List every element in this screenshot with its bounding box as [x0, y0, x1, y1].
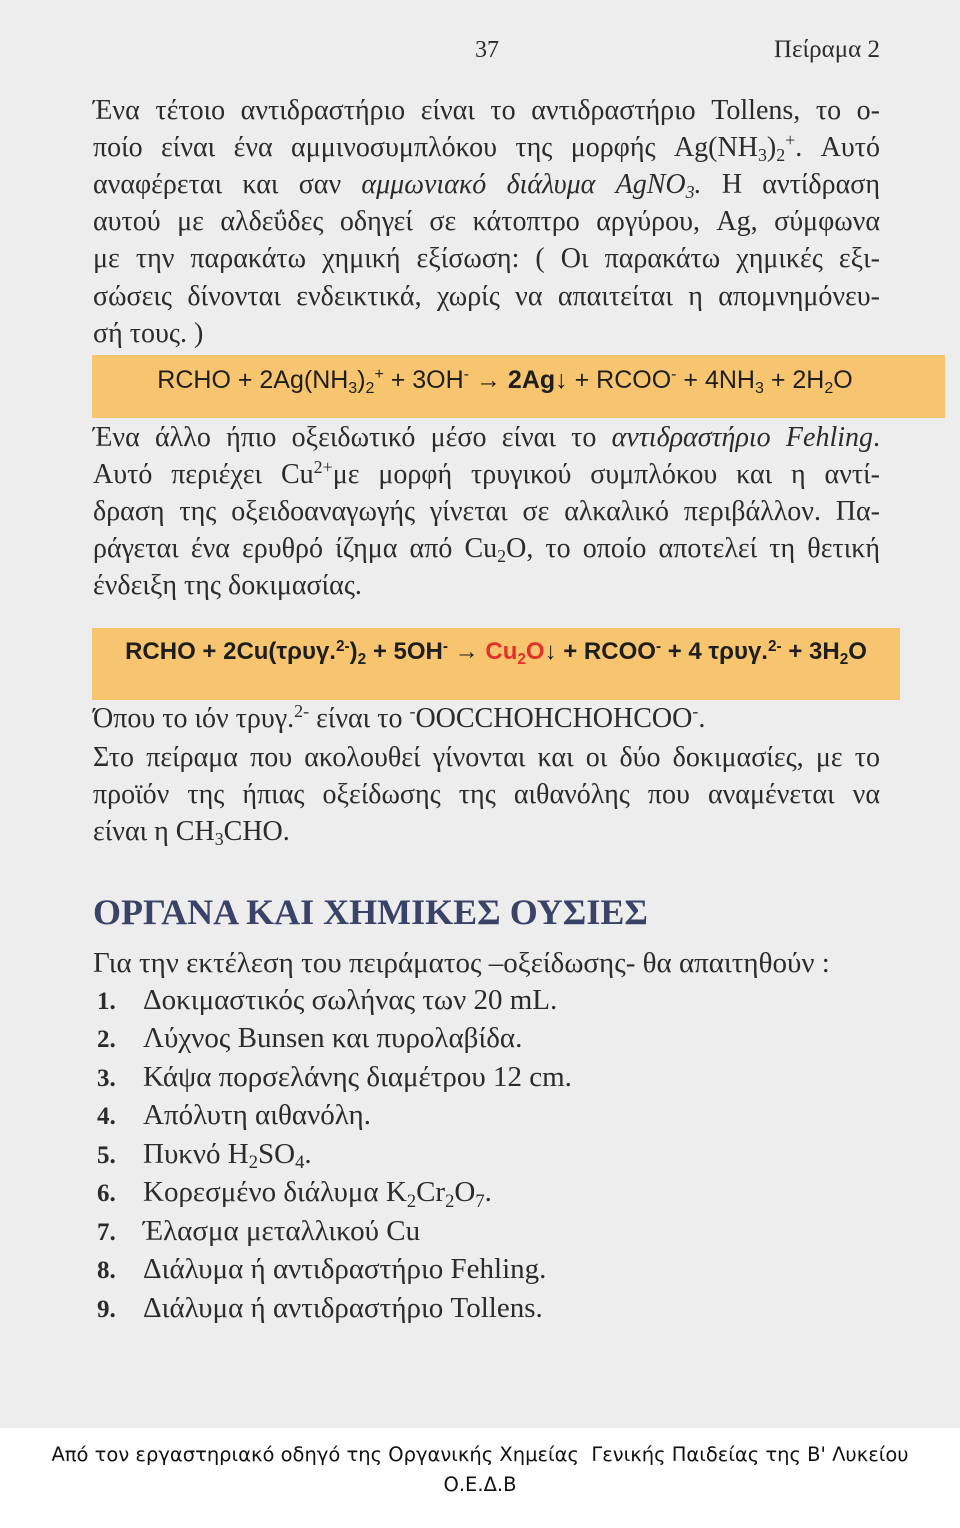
- list-item-number: 2.: [97, 1026, 116, 1053]
- text-run: ποίο είναι ένα αμμινοσυμπλόκου της μορφής Ag(NH: [93, 131, 758, 163]
- list-item-number: 4.: [97, 1103, 116, 1130]
- tollens-equation-highlight: [92, 355, 945, 418]
- text-run: Απόλυτη αιθανόλη.: [143, 1099, 371, 1131]
- italic-text: αντιδραστήριο Fehling: [611, 421, 874, 453]
- subscript: 2: [445, 1190, 455, 1212]
- text-run: Στο πείραμα που ακολουθεί γίνονται και οι δύο δοκιμασίες, με το: [93, 741, 880, 773]
- tollens-equation: [92, 365, 945, 395]
- red-formula-text: Cu: [485, 638, 518, 665]
- fehling-equation-highlight: [92, 628, 900, 700]
- subscript: 4: [295, 1152, 305, 1174]
- subscript: 2: [357, 650, 367, 668]
- text-run: + 3OH: [383, 366, 464, 394]
- tollens-paragraph: [93, 92, 880, 352]
- list-item-number: 1.: [97, 987, 116, 1015]
- experiment-note: [93, 739, 880, 851]
- text-line: [93, 203, 880, 240]
- text-line: [93, 700, 880, 737]
- subscript: 2: [248, 1152, 259, 1174]
- text-run: O, το οποίο αποτελεί τη θετική: [506, 533, 880, 565]
- text-run: →: [469, 366, 508, 394]
- text-run: ράγεται ένα ερυθρό ίζημα από Cu: [93, 533, 498, 565]
- text-run: Λύχνος Bunsen και πυρολαβίδα.: [143, 1022, 523, 1054]
- text-run: ένδειξη της δοκιμασίας.: [93, 570, 362, 602]
- text-run: είναι η CH: [93, 815, 215, 847]
- text-run: + 4 τρυγ.: [661, 638, 768, 665]
- materials-list-item: [97, 1174, 897, 1213]
- red-formula-text: O: [525, 638, 545, 665]
- fehling-equation: [92, 637, 900, 667]
- subscript: 3: [755, 379, 764, 397]
- italic-subscript: 3: [685, 182, 695, 203]
- text-run: Έλασμα μεταλλικού Cu: [143, 1214, 421, 1247]
- page-number: 37: [475, 37, 499, 63]
- text-run: Όπου το ιόν τρυγ.: [93, 703, 295, 734]
- superscript: -: [409, 701, 416, 722]
- text-line: [93, 739, 880, 776]
- list-item-text: [143, 1292, 543, 1324]
- list-item-text: [143, 1061, 572, 1093]
- text-run: RCHO + 2Cu(τρυγ.: [125, 638, 336, 665]
- text-run: ↓ + RCOO: [555, 366, 672, 394]
- text-run: + 2H: [763, 366, 825, 394]
- subscript: 2: [839, 650, 849, 668]
- text-run: ): [766, 131, 777, 163]
- text-run: .: [698, 703, 706, 734]
- subscript: 7: [475, 1190, 485, 1212]
- text-run: CHO.: [223, 815, 290, 847]
- text-line: [93, 813, 880, 850]
- text-run: Κορεσμένο διάλυμα K: [143, 1176, 407, 1208]
- text-run: + 5OH: [366, 638, 443, 665]
- text-run: .: [484, 1176, 492, 1208]
- bold-text: 2Ag: [507, 366, 556, 394]
- text-run: O: [833, 366, 853, 394]
- text-run: SO: [258, 1137, 296, 1170]
- text-line: [93, 129, 880, 166]
- text-run: δραση της οξειδοαναγωγής γίνεται σε αλκαλικό περιβάλλον. Πα-: [93, 495, 880, 527]
- superscript: +: [374, 366, 384, 384]
- list-item-text: [143, 1215, 420, 1247]
- text-run: σή τους. ): [93, 317, 204, 349]
- text-run: Ένα τέτοιο αντιδραστήριο είναι το αντιδραστήριο Tollens, το ο-: [93, 94, 880, 126]
- text-run: .: [873, 421, 881, 453]
- subscript: 3: [214, 829, 224, 850]
- tartrate-ion-note: [93, 700, 880, 737]
- italic-text: αμμωνιακό διάλυμα AgNO: [361, 168, 686, 200]
- italic-text: .: [694, 168, 702, 200]
- materials-list: [97, 982, 897, 1329]
- text-line: [93, 166, 880, 203]
- materials-list-item: [97, 1251, 897, 1290]
- subscript: 2: [497, 546, 507, 567]
- text-run: ): [349, 638, 358, 665]
- text-line: [93, 92, 880, 129]
- text-run: RCHO + 2Ag(NH: [157, 366, 349, 394]
- text-run: με την παρακάτω χημική εξίσωση: ( Οι παρακάτω χημικές εξι-: [93, 243, 880, 275]
- text-run: Διάλυμα ή αντιδραστήριο Fehling.: [143, 1253, 547, 1285]
- superscript: 2-: [335, 637, 350, 655]
- materials-list-item: [97, 982, 897, 1021]
- materials-list-item: [97, 1097, 897, 1136]
- text-line: [93, 776, 880, 813]
- section-title: Πείραμα 2: [773, 36, 880, 63]
- subscript: 2: [824, 379, 834, 397]
- superscript: +: [785, 129, 796, 150]
- text-run: OOCCHOHCHOHCOO: [415, 703, 693, 734]
- list-item-text: [143, 984, 557, 1016]
- red-formula-subscript: 2: [517, 650, 526, 668]
- subscript: 2: [776, 145, 786, 166]
- subscript: 3: [757, 145, 767, 166]
- subscript: 3: [348, 379, 358, 397]
- materials-list-item: [97, 1213, 897, 1252]
- footer-publisher: Ο.Ε.Δ.Β: [443, 1473, 517, 1496]
- list-item-text: [143, 1253, 546, 1285]
- text-run: Cr: [416, 1176, 446, 1208]
- text-run: Δοκιμαστικός σωλήνας των 20 mL.: [143, 983, 558, 1016]
- list-item-number: 8.: [97, 1257, 116, 1284]
- subscript: 2: [406, 1190, 417, 1212]
- materials-list-item: [97, 1020, 897, 1059]
- footer-source-line: Από τον εργαστηριακό οδηγό της Οργανικής Χημείας Γενικής Παιδείας της Β' Λυκείου: [51, 1443, 909, 1466]
- text-line: [93, 493, 880, 530]
- text-line: [93, 278, 880, 315]
- text-run: αυτού με αλδεΰδες οδηγεί σε κάτοπτρο αργύρου, Ag, σύμφωνα: [93, 206, 880, 238]
- text-run: είναι το: [309, 703, 410, 734]
- text-run: αναφέρεται και σαν: [93, 168, 362, 200]
- materials-list-item: [97, 1136, 897, 1175]
- materials-intro: Για την εκτέλεση του πειράματος –οξείδωσης- θα απαιτηθούν :: [93, 946, 830, 979]
- superscript: -: [692, 701, 699, 722]
- subscript: 2: [365, 379, 375, 397]
- list-item-text: [143, 1099, 371, 1131]
- text-line: [93, 456, 880, 493]
- text-run: ↓ + RCOO: [544, 638, 656, 665]
- superscript: 2-: [294, 701, 310, 722]
- text-run: O: [454, 1176, 476, 1208]
- materials-heading: ΟΡΓΑΝΑ ΚΑΙ ΧΗΜΙΚΕΣ ΟΥΣΙΕΣ: [93, 892, 648, 932]
- list-item-number: 6.: [97, 1180, 116, 1207]
- text-run: Κάψα πορσελάνης διαμέτρου 12 cm.: [143, 1060, 572, 1093]
- superscript: 2-: [767, 637, 782, 655]
- text-line: [93, 567, 880, 604]
- text-run: . Αυτό: [795, 131, 880, 163]
- text-run: Διάλυμα ή αντιδραστήριο Tollens.: [143, 1291, 543, 1324]
- list-item-text: [143, 1022, 522, 1054]
- superscript: -: [463, 366, 470, 384]
- text-run: + 4NH: [676, 366, 755, 394]
- text-run: →: [448, 638, 486, 665]
- text-run: με μορφή τρυγικού συμπλόκου και η αντί-: [332, 458, 880, 490]
- text-run: σώσεις δίνονται ενδεικτικά, χωρίς να απαιτείται η απομνημόνευ-: [93, 280, 880, 312]
- text-run: + 3H: [781, 638, 840, 665]
- materials-list-item: [97, 1290, 897, 1329]
- text-run: Αυτό περιέχει Cu: [93, 458, 314, 490]
- text-run: ): [357, 366, 366, 394]
- text-run: προϊόν της ήπιας οξείδωσης της αιθανόλης που αναμένεται να: [93, 778, 880, 810]
- text-run: .: [304, 1137, 312, 1170]
- fehling-paragraph: [93, 419, 880, 605]
- materials-list-item: [97, 1059, 897, 1098]
- superscript: 2+: [313, 456, 333, 477]
- superscript: -: [655, 637, 662, 655]
- text-line: [93, 530, 880, 567]
- list-item-number: 3.: [97, 1064, 116, 1092]
- superscript: -: [442, 637, 449, 655]
- list-item-number: 5.: [97, 1141, 116, 1169]
- text-line: [93, 240, 880, 277]
- text-run: Ένα άλλο ήπιο οξειδωτικό μέσο είναι το: [93, 421, 612, 453]
- text-run: Η αντίδραση: [701, 168, 880, 200]
- list-item-number: 7.: [97, 1218, 116, 1246]
- list-item-number: 9.: [97, 1295, 116, 1323]
- list-item-text: [143, 1137, 312, 1174]
- text-run: Πυκνό H: [143, 1137, 249, 1170]
- superscript: -: [671, 366, 677, 384]
- text-line: [93, 315, 880, 352]
- text-run: O: [848, 638, 867, 665]
- text-line: [93, 419, 880, 456]
- list-item-text: [143, 1176, 492, 1212]
